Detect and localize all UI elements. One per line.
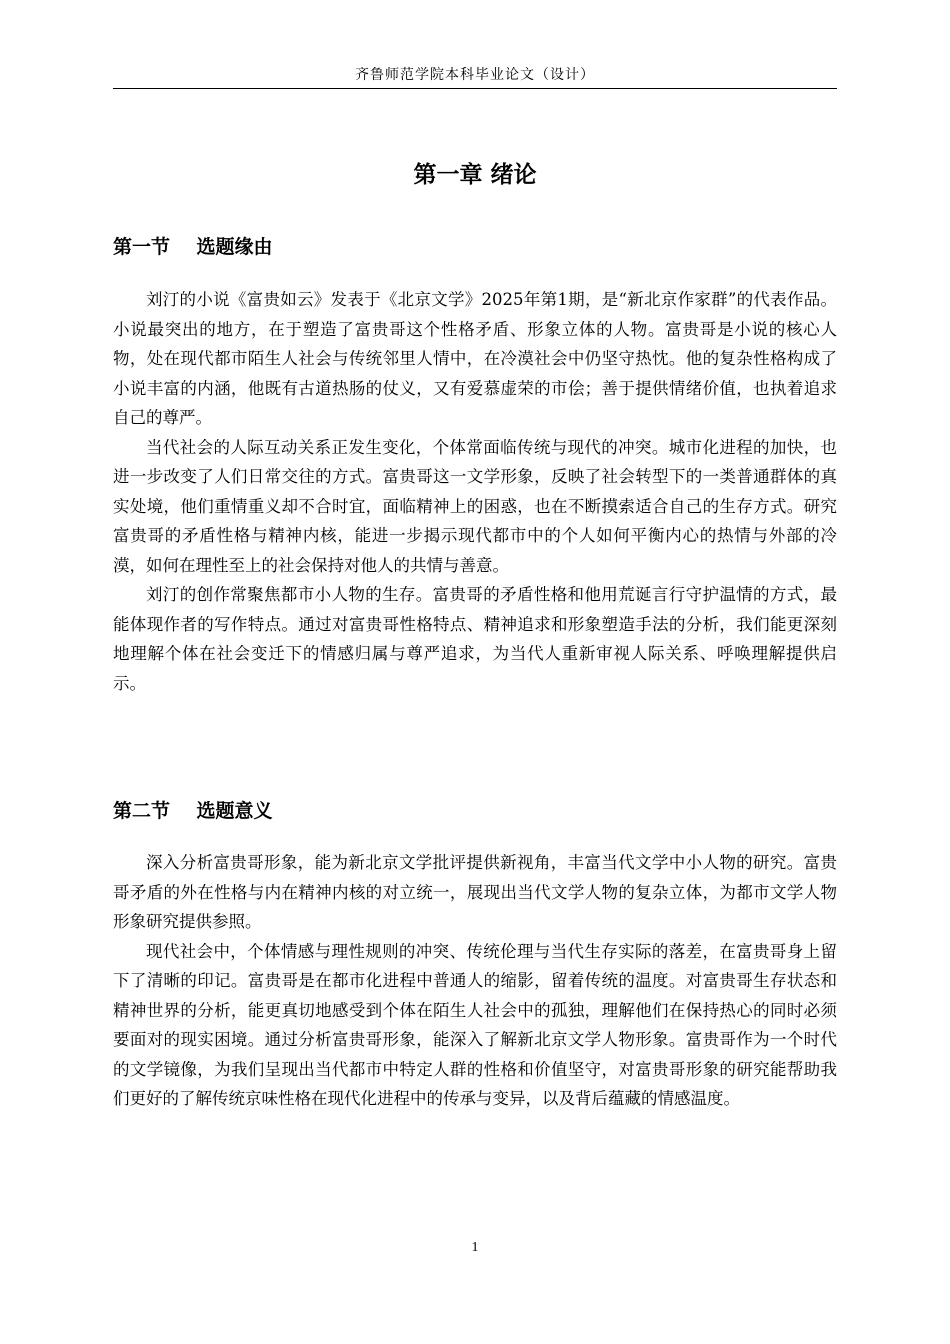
paragraph: 当代社会的人际互动关系正发生变化，个体常面临传统与现代的冲突。城市化进程的加快，也进一步改变了人们日常交往的方式。富贵哥这一文学形象，反映了社会转型下的一类普通群体的真实处境，他们重情重义却不合时宜，面临精神上的困惑，也在不断摸索适合自己的生存方式。研究富贵哥的矛盾性格与精神内核，能进一步揭示现代都市中的个人如何平衡内心的热情与外部的冷漠，如何在理性至上的社会保持对他人的共情与善意。 <box>113 437 837 575</box>
paragraph: 刘汀的创作常聚焦都市小人物的生存。富贵哥的矛盾性格和他用荒诞言行守护温情的方式，最能体现作者的写作特点。通过对富贵哥性格特点、精神追求和形象塑造手法的分析，我们能更深刻地理解个体在社会变迁下的情感归属与尊严追求，为当代人重新审视人际关系、呼唤理解提供启示。 <box>113 585 837 693</box>
section-body-topic-significance <box>113 848 837 1114</box>
running-header: 齐鲁师范学院本科毕业论文（设计） <box>355 67 595 83</box>
page-number: 1 <box>471 1240 479 1255</box>
chapter-title: 第一章 绪论 <box>413 162 537 188</box>
paragraph: 刘汀的小说《富贵如云》发表于《北京文学》2025年第1期，是“新北京作家群”的代表作品。小说最突出的地方，在于塑造了富贵哥这个性格矛盾、形象立体的人物。富贵哥是小说的核心人物，处在现代都市陌生人社会与传统邻里人情中，在冷漠社会中仍坚守热忱。他的复杂性格构成了小说丰富的内涵，他既有古道热肠的仗义，又有爱慕虚荣的市侩；善于提供情绪价值，也执着追求自己的尊严。 <box>113 290 837 427</box>
header-divider <box>113 88 837 89</box>
paragraph: 深入分析富贵哥形象，能为新北京文学批评提供新视角，丰富当代文学中小人物的研究。富贵哥矛盾的外在性格与内在精神内核的对立统一，展现出当代文学人物的复杂立体，为都市文学人物形象研究提供参照。 <box>113 853 837 931</box>
section-title-topic-reason: 第一节 选题缘由 <box>113 236 273 258</box>
section-title-topic-significance: 第二节 选题意义 <box>113 800 273 822</box>
section-body-topic-reason <box>113 285 837 698</box>
paragraph: 现代社会中，个体情感与理性规则的冲突、传统伦理与当代生存实际的落差，在富贵哥身上留下了清晰的印记。富贵哥是在都市化进程中普通人的缩影，留着传统的温度。对富贵哥生存状态和精神世界的分析，能更真切地感受到个体在陌生人社会中的孤独，理解他们在保持热心的同时必须要面对的现实困境。通过分析富贵哥形象，能深入了解新北京文学人物形象。富贵哥作为一个时代的文学镜像，为我们呈现出当代都市中特定人群的性格和价值坚守，对富贵哥形象的研究能帮助我们更好的了解传统京味性格在现代化进程中的传承与变异，以及背后蕴藏的情感温度。 <box>113 941 837 1108</box>
